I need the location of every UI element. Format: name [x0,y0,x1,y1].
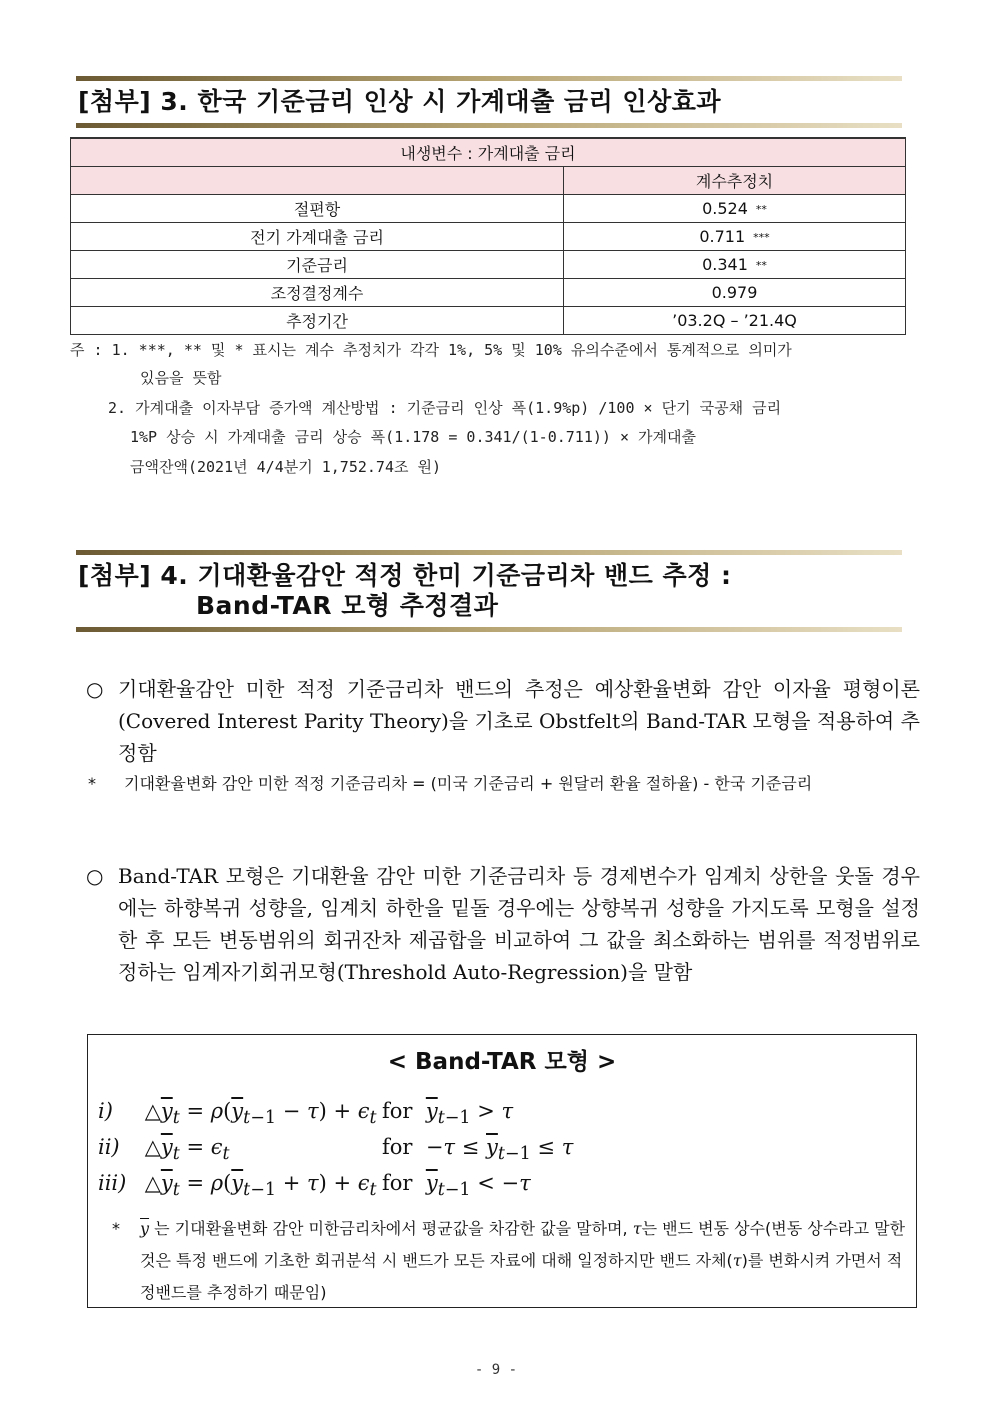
equation-1: i) $\triangle\overline{y}_t = \rho(\overline{y}_{t-1} - \tau) + \epsilon_t$ for $\overline{y}_{t-1} > \tau$ [98,1099,514,1129]
table-row [71,307,906,335]
row-value: 0.979 [564,279,906,307]
title-rule-bottom [76,627,902,632]
equation-3: iii) $\triangle\overline{y}_t = \rho(\overline{y}_{t-1} + \tau) + \epsilon_t$ for $\overline{y}_{t-1} < -\tau$ [98,1171,531,1201]
section4-title-block [76,550,902,632]
footnote-1-text: 기대환율변화 감안 미한 적정 기준금리차 = (미국 기준금리 + 원달러 환율 절하율) - 한국 기준금리 [124,774,813,793]
table-header: 내생변수 : 가계대출 금리 [71,138,906,167]
paragraph-2 [86,860,920,988]
row-label: 기준금리 [71,251,564,279]
title-rule-bottom [76,123,902,128]
note-1-line1: 주 : 1. ***, ** 및 * 표시는 계수 추정치가 각각 1%, 5% 및 10% 유의수준에서 통계적으로 의미가 [70,341,792,359]
equation-2: ii) $\triangle\overline{y}_t = \epsilon_t$ for $-\tau \le \overline{y}_{t-1} \le \tau$ [98,1135,574,1165]
note-2-line3: 금액잔액(2021년 4/4분기 1,752.74조 원) [130,458,442,476]
row-value: ’03.2Q – ’21.4Q [564,307,906,335]
table-row [71,251,906,279]
paragraph-1 [86,673,920,769]
estimation-table [70,137,906,335]
equation-label: i) [98,1099,113,1123]
row-label: 조정결정계수 [71,279,564,307]
equation-label: ii) [98,1135,120,1159]
row-label: 전기 가계대출 금리 [71,223,564,251]
box-footnote: * $\overline{y}$ 는 기대환율변화 감안 미한금리차에서 평균값을 차감한 값을 말하며, τ는 밴드 변동 상수(변동 상수라고 말한 것은 특정 밴드에 기초한 회귀분석 시 밴드가 모든 자료에 대해 일정하지만 밴드 자체(τ)를 변화시켜 가면서 적정밴드를 추정하기 때문임) [112,1213,912,1309]
circle-bullet: ○ [86,677,104,701]
row-value: 0.711 *** [564,223,906,251]
note-2-line1: 2. 가계대출 이자부담 증가액 계산방법 : 기준금리 인상 폭(1.9%p) /100 × 단기 국공채 금리 [108,399,782,417]
table-col-header: 계수추정치 [564,167,906,195]
table-row [71,279,906,307]
significance-stars: ** [755,203,767,216]
significance-stars: ** [755,259,767,272]
for-word: for [382,1099,413,1123]
paragraph-2-text: Band-TAR 모형은 기대환율 감안 미한 기준금리차 등 경제변수가 임계치 상한을 웃돌 경우에는 하향복귀 성향을, 임계치 하한을 밑돌 경우에는 상향복귀 성향을 가지도록 모형을 설정한 후 모든 변동범위의 회귀잔차 제곱합을 비교하여 그 값을 최소화하는 범위를 적정범위로 정하는 임계자기회귀모형(Threshold Auto-Regression)을 말함 [118,864,920,984]
circle-bullet: ○ [86,864,104,888]
note-2-line2: 1%P 상승 시 가계대출 금리 상승 폭(1.178 = 0.341/(1-0.711)) × 가계대출 [130,428,696,446]
asterisk-mark: * [88,774,96,793]
row-value: 0.341 ** [564,251,906,279]
table-row [71,223,906,251]
significance-stars: *** [753,231,770,244]
section4-title-line2: Band-TAR 모형 추정결과 [196,591,499,620]
table-header-empty [71,167,564,195]
row-label: 절편항 [71,195,564,223]
asterisk-mark: * [112,1219,120,1238]
band-tar-box [87,1034,917,1308]
table-row [71,195,906,223]
for-word: for [382,1171,413,1195]
row-value: 0.524 ** [564,195,906,223]
row-label: 추정기간 [71,307,564,335]
note-1-line2: 있음을 뜻함 [140,369,222,387]
box-note-text-a: 는 기대환율변화 감안 미한금리차에서 평균값을 차감한 값을 말하며, [154,1219,628,1238]
box-note-text-c: )를 변화시켜 가면서 적정밴드를 추정하기 때문임) [140,1251,903,1302]
footnote-1 [88,768,920,800]
section3-title: [첨부] 3. 한국 기준금리 인상 시 가계대출 금리 인상효과 [78,87,722,116]
box-note-text-b: 는 밴드 변동 상수(변동 상수라고 말한 것은 특정 밴드에 기초한 회귀분석 시 밴드가 모든 자료에 대해 일정하지만 밴드 자체( [140,1219,906,1270]
for-word: for [382,1135,413,1159]
section3-title-block [76,76,902,128]
box-title: < Band-TAR 모형 > [387,1049,617,1075]
section4-title-line1: [첨부] 4. 기대환율감안 적정 한미 기준금리차 밴드 추정 : [78,561,732,590]
page-number: - 9 - [474,1362,518,1378]
paragraph-1-text: 기대환율감안 미한 적정 기준금리차 밴드의 추정은 예상환율변화 감안 이자율 평형이론(Covered Interest Parity Theory)을 기초로 Obstfelt의 Band-TAR 모형을 적용하여 추정함 [118,677,920,765]
equation-label: iii) [98,1171,127,1195]
